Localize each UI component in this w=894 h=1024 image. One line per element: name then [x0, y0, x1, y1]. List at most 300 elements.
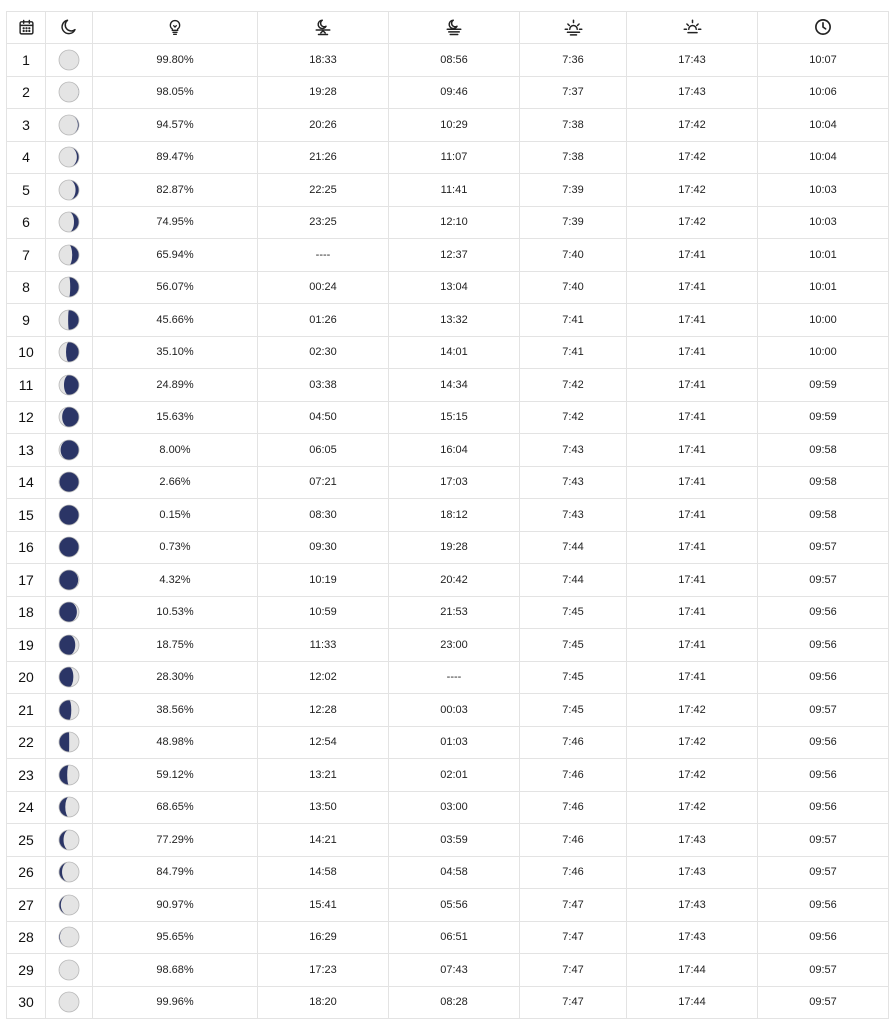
table-row [7, 141, 889, 174]
moonrise-cell: 18:33 [258, 44, 389, 77]
moon-phase-icon [58, 731, 80, 753]
header-row [7, 12, 889, 44]
header-moonrise [258, 12, 389, 44]
sunset-cell: 17:42 [627, 726, 758, 759]
day-length-cell: 09:56 [758, 889, 889, 922]
sunrise-cell: 7:47 [520, 986, 627, 1019]
moon-lit-region [59, 277, 70, 297]
moonrise-cell: 22:25 [258, 174, 389, 207]
illumination-cell: 56.07% [93, 271, 258, 304]
illumination-cell: 77.29% [93, 824, 258, 857]
header-sunrise [520, 12, 627, 44]
day-length-cell: 09:58 [758, 499, 889, 532]
table-row [7, 239, 889, 272]
day-cell: 23 [7, 759, 46, 792]
illumination-cell: 98.68% [93, 954, 258, 987]
moon-lit-region [67, 765, 79, 785]
phase-cell [46, 856, 93, 889]
moonrise-cell: 02:30 [258, 336, 389, 369]
moonset-cell: 11:07 [389, 141, 520, 174]
phase-cell [46, 76, 93, 109]
day-cell: 13 [7, 434, 46, 467]
header-day [7, 12, 46, 44]
phase-cell [46, 434, 93, 467]
moonrise-cell: 23:25 [258, 206, 389, 239]
phase-cell [46, 206, 93, 239]
day-cell: 25 [7, 824, 46, 857]
sunrise-cell: 7:45 [520, 694, 627, 727]
illumination-cell: 98.05% [93, 76, 258, 109]
phase-cell [46, 109, 93, 142]
moon-lit-region [59, 212, 74, 232]
table-row [7, 629, 889, 662]
moon-phase-icon [58, 81, 80, 103]
day-length-cell: 09:56 [758, 661, 889, 694]
sunrise-cell: 7:42 [520, 401, 627, 434]
table-row [7, 44, 889, 77]
header-phase [46, 12, 93, 44]
illumination-cell: 89.47% [93, 141, 258, 174]
moon-phase-icon [58, 504, 80, 526]
table-row [7, 726, 889, 759]
moonset-cell: 05:56 [389, 889, 520, 922]
day-length-cell: 09:56 [758, 629, 889, 662]
phase-cell [46, 141, 93, 174]
day-length-cell: 10:01 [758, 271, 889, 304]
moon-phase-icon [58, 601, 80, 623]
moonrise-cell: 14:21 [258, 824, 389, 857]
moonset-icon [445, 18, 463, 36]
moonset-cell: 06:51 [389, 921, 520, 954]
day-length-cell: 09:59 [758, 401, 889, 434]
moonset-cell: 08:56 [389, 44, 520, 77]
phase-cell [46, 174, 93, 207]
sunrise-cell: 7:43 [520, 434, 627, 467]
day-length-cell: 10:07 [758, 44, 889, 77]
sunset-cell: 17:42 [627, 174, 758, 207]
moon-phase-icon [58, 244, 80, 266]
sunrise-cell: 7:46 [520, 856, 627, 889]
header-illumination [93, 12, 258, 44]
illumination-cell: 15.63% [93, 401, 258, 434]
moonrise-cell: 08:30 [258, 499, 389, 532]
phase-cell [46, 921, 93, 954]
sunset-cell: 17:42 [627, 141, 758, 174]
illumination-cell: 45.66% [93, 304, 258, 337]
day-cell: 17 [7, 564, 46, 597]
sunrise-cell: 7:47 [520, 921, 627, 954]
moonset-cell: 13:04 [389, 271, 520, 304]
table-row [7, 271, 889, 304]
day-length-cell: 10:03 [758, 174, 889, 207]
day-length-cell: 09:56 [758, 759, 889, 792]
illumination-cell: 4.32% [93, 564, 258, 597]
moon-lit-region [69, 732, 79, 752]
moonset-cell: 18:12 [389, 499, 520, 532]
moon-phase-icon [58, 634, 80, 656]
moon-phase-icon [58, 309, 80, 331]
moon-phase-icon [58, 894, 80, 916]
moonset-cell: 14:34 [389, 369, 520, 402]
illumination-cell: 38.56% [93, 694, 258, 727]
sunrise-icon [564, 18, 583, 36]
sunset-cell: 17:43 [627, 76, 758, 109]
sunrise-cell: 7:36 [520, 44, 627, 77]
sunrise-cell: 7:44 [520, 564, 627, 597]
day-cell: 18 [7, 596, 46, 629]
day-length-cell: 10:00 [758, 336, 889, 369]
moon-phase-icon [58, 764, 80, 786]
header-moonset [389, 12, 520, 44]
illumination-cell: 65.94% [93, 239, 258, 272]
moonset-cell: 02:01 [389, 759, 520, 792]
moonrise-cell: 12:28 [258, 694, 389, 727]
moon-phase-icon [58, 341, 80, 363]
phase-cell [46, 954, 93, 987]
sunrise-cell: 7:37 [520, 76, 627, 109]
table-row [7, 206, 889, 239]
sunrise-cell: 7:43 [520, 499, 627, 532]
day-length-cell: 09:58 [758, 434, 889, 467]
moon-phase-icon [58, 926, 80, 948]
moon-phase-icon [58, 829, 80, 851]
moon-phase-icon [58, 536, 80, 558]
day-cell: 5 [7, 174, 46, 207]
sunrise-cell: 7:45 [520, 629, 627, 662]
crescent-moon-icon [60, 18, 78, 36]
day-cell: 21 [7, 694, 46, 727]
moonset-cell: 13:32 [389, 304, 520, 337]
sunrise-cell: 7:44 [520, 531, 627, 564]
sunset-cell: 17:41 [627, 661, 758, 694]
moon-phase-icon [58, 276, 80, 298]
table-row [7, 531, 889, 564]
sunset-cell: 17:41 [627, 466, 758, 499]
moonrise-cell: 12:54 [258, 726, 389, 759]
sunset-cell: 17:44 [627, 986, 758, 1019]
moonrise-cell: 20:26 [258, 109, 389, 142]
moon-lit-region [59, 245, 72, 265]
day-length-cell: 09:57 [758, 564, 889, 597]
table-row [7, 174, 889, 207]
sunset-cell: 17:41 [627, 434, 758, 467]
sunset-cell: 17:41 [627, 499, 758, 532]
moonrise-cell: ---- [258, 239, 389, 272]
day-length-cell: 10:04 [758, 141, 889, 174]
phase-cell [46, 499, 93, 532]
moonset-cell: 09:46 [389, 76, 520, 109]
sunrise-cell: 7:39 [520, 174, 627, 207]
sunset-cell: 17:41 [627, 369, 758, 402]
sunset-cell: 17:42 [627, 694, 758, 727]
sunrise-cell: 7:41 [520, 336, 627, 369]
moonrise-cell: 10:59 [258, 596, 389, 629]
table-row [7, 694, 889, 727]
day-cell: 2 [7, 76, 46, 109]
sunset-cell: 17:41 [627, 239, 758, 272]
sunset-cell: 17:42 [627, 109, 758, 142]
moonset-cell: 03:59 [389, 824, 520, 857]
day-cell: 26 [7, 856, 46, 889]
table-row [7, 986, 889, 1019]
phase-cell [46, 369, 93, 402]
phase-cell [46, 986, 93, 1019]
sunset-cell: 17:43 [627, 824, 758, 857]
table-row [7, 369, 889, 402]
sunset-cell: 17:42 [627, 759, 758, 792]
moonset-cell: 20:42 [389, 564, 520, 597]
sunset-cell: 17:41 [627, 629, 758, 662]
moonset-cell: 01:03 [389, 726, 520, 759]
illumination-cell: 2.66% [93, 466, 258, 499]
table-row [7, 336, 889, 369]
moonrise-cell: 21:26 [258, 141, 389, 174]
moon-phase-icon [58, 439, 80, 461]
sunset-cell: 17:41 [627, 564, 758, 597]
table-row [7, 466, 889, 499]
calendar-icon [18, 19, 35, 36]
table-row [7, 954, 889, 987]
sunrise-cell: 7:47 [520, 954, 627, 987]
illumination-cell: 8.00% [93, 434, 258, 467]
sunrise-cell: 7:40 [520, 271, 627, 304]
moonrise-cell: 03:38 [258, 369, 389, 402]
illumination-cell: 90.97% [93, 889, 258, 922]
moonset-cell: ---- [389, 661, 520, 694]
day-length-cell: 09:57 [758, 954, 889, 987]
sunset-icon [683, 18, 702, 36]
table-row [7, 889, 889, 922]
moon-phase-icon [58, 699, 80, 721]
sunrise-cell: 7:39 [520, 206, 627, 239]
day-length-cell: 09:57 [758, 824, 889, 857]
phase-cell [46, 336, 93, 369]
table-row [7, 759, 889, 792]
moonrise-cell: 19:28 [258, 76, 389, 109]
sunset-cell: 17:42 [627, 791, 758, 824]
day-cell: 27 [7, 889, 46, 922]
sunset-cell: 17:41 [627, 596, 758, 629]
day-cell: 9 [7, 304, 46, 337]
day-cell: 8 [7, 271, 46, 304]
phase-cell [46, 596, 93, 629]
day-length-cell: 10:03 [758, 206, 889, 239]
illumination-cell: 84.79% [93, 856, 258, 889]
phase-cell [46, 694, 93, 727]
moon-lit-region [59, 310, 69, 330]
day-cell: 15 [7, 499, 46, 532]
day-length-cell: 09:57 [758, 986, 889, 1019]
day-cell: 22 [7, 726, 46, 759]
sunrise-cell: 7:45 [520, 596, 627, 629]
day-cell: 11 [7, 369, 46, 402]
illumination-cell: 95.65% [93, 921, 258, 954]
phase-cell [46, 401, 93, 434]
sunset-cell: 17:42 [627, 206, 758, 239]
table-row [7, 304, 889, 337]
moon-phase-icon [58, 49, 80, 71]
moon-phase-icon [58, 179, 80, 201]
sunrise-cell: 7:45 [520, 661, 627, 694]
table-row [7, 596, 889, 629]
day-cell: 29 [7, 954, 46, 987]
illumination-cell: 48.98% [93, 726, 258, 759]
phase-cell [46, 661, 93, 694]
day-cell: 16 [7, 531, 46, 564]
sunrise-cell: 7:38 [520, 141, 627, 174]
day-length-cell: 09:59 [758, 369, 889, 402]
sunrise-cell: 7:40 [520, 239, 627, 272]
illumination-cell: 35.10% [93, 336, 258, 369]
moonrise-cell: 00:24 [258, 271, 389, 304]
sunrise-cell: 7:41 [520, 304, 627, 337]
table-row [7, 824, 889, 857]
day-cell: 7 [7, 239, 46, 272]
table-row [7, 661, 889, 694]
day-length-cell: 10:00 [758, 304, 889, 337]
moonrise-cell: 04:50 [258, 401, 389, 434]
day-length-cell: 09:57 [758, 856, 889, 889]
moonset-cell: 00:03 [389, 694, 520, 727]
moonrise-cell: 16:29 [258, 921, 389, 954]
moon-phase-icon [58, 796, 80, 818]
table-row [7, 921, 889, 954]
moon-phase-icon [58, 471, 80, 493]
phase-cell [46, 824, 93, 857]
moonrise-cell: 12:02 [258, 661, 389, 694]
moonset-cell: 23:00 [389, 629, 520, 662]
table-row [7, 434, 889, 467]
day-length-cell: 09:57 [758, 531, 889, 564]
moonset-cell: 21:53 [389, 596, 520, 629]
day-length-cell: 09:57 [758, 694, 889, 727]
illumination-cell: 0.73% [93, 531, 258, 564]
sunrise-cell: 7:46 [520, 791, 627, 824]
lightbulb-icon [167, 18, 183, 36]
moonrise-cell: 15:41 [258, 889, 389, 922]
table-row [7, 856, 889, 889]
phase-cell [46, 629, 93, 662]
phase-cell [46, 239, 93, 272]
table-row [7, 791, 889, 824]
moon-phase-icon [58, 991, 80, 1013]
phase-cell [46, 531, 93, 564]
day-length-cell: 10:04 [758, 109, 889, 142]
moonrise-icon [314, 18, 332, 36]
sunset-cell: 17:41 [627, 401, 758, 434]
day-cell: 1 [7, 44, 46, 77]
moon-phase-icon [58, 666, 80, 688]
moon-phase-icon [58, 406, 80, 428]
moonrise-cell: 13:50 [258, 791, 389, 824]
moonset-cell: 17:03 [389, 466, 520, 499]
day-length-cell: 10:06 [758, 76, 889, 109]
day-cell: 24 [7, 791, 46, 824]
sunrise-cell: 7:46 [520, 726, 627, 759]
table-row [7, 401, 889, 434]
illumination-cell: 94.57% [93, 109, 258, 142]
moon-phase-icon [58, 861, 80, 883]
moonset-cell: 04:58 [389, 856, 520, 889]
moonrise-cell: 06:05 [258, 434, 389, 467]
day-cell: 20 [7, 661, 46, 694]
phase-cell [46, 44, 93, 77]
illumination-cell: 99.96% [93, 986, 258, 1019]
sunrise-cell: 7:47 [520, 889, 627, 922]
illumination-cell: 99.80% [93, 44, 258, 77]
illumination-cell: 10.53% [93, 596, 258, 629]
day-length-cell: 09:56 [758, 596, 889, 629]
day-length-cell: 09:56 [758, 791, 889, 824]
moonset-cell: 16:04 [389, 434, 520, 467]
moonset-cell: 08:28 [389, 986, 520, 1019]
moonrise-cell: 01:26 [258, 304, 389, 337]
sunset-cell: 17:43 [627, 856, 758, 889]
moon-lit-region [65, 797, 79, 817]
sunrise-cell: 7:43 [520, 466, 627, 499]
day-length-cell: 09:56 [758, 921, 889, 954]
moon-phase-icon [58, 211, 80, 233]
phase-cell [46, 466, 93, 499]
moon-phase-icon [58, 569, 80, 591]
phase-cell [46, 271, 93, 304]
phase-cell [46, 726, 93, 759]
phase-cell [46, 564, 93, 597]
sunset-cell: 17:44 [627, 954, 758, 987]
moonset-cell: 07:43 [389, 954, 520, 987]
day-cell: 12 [7, 401, 46, 434]
moonset-cell: 11:41 [389, 174, 520, 207]
sunrise-cell: 7:46 [520, 759, 627, 792]
sunset-cell: 17:43 [627, 921, 758, 954]
phase-cell [46, 759, 93, 792]
day-length-cell: 09:58 [758, 466, 889, 499]
sunset-cell: 17:41 [627, 336, 758, 369]
moonrise-cell: 11:33 [258, 629, 389, 662]
sunrise-cell: 7:46 [520, 824, 627, 857]
header-day-length [758, 12, 889, 44]
day-cell: 19 [7, 629, 46, 662]
moonrise-cell: 09:30 [258, 531, 389, 564]
illumination-cell: 82.87% [93, 174, 258, 207]
phase-cell [46, 889, 93, 922]
moonrise-cell: 10:19 [258, 564, 389, 597]
sunset-cell: 17:43 [627, 889, 758, 922]
day-length-cell: 10:01 [758, 239, 889, 272]
sunrise-cell: 7:38 [520, 109, 627, 142]
table-row [7, 564, 889, 597]
table-row [7, 109, 889, 142]
moonset-cell: 10:29 [389, 109, 520, 142]
moon-phase-table [6, 11, 889, 1019]
illumination-cell: 0.15% [93, 499, 258, 532]
table-row [7, 76, 889, 109]
header-sunset [627, 12, 758, 44]
moonrise-cell: 17:23 [258, 954, 389, 987]
day-cell: 6 [7, 206, 46, 239]
sunrise-cell: 7:42 [520, 369, 627, 402]
moon-calendar [6, 11, 888, 1019]
moonset-cell: 12:37 [389, 239, 520, 272]
moon-phase-icon [58, 374, 80, 396]
moonset-cell: 15:15 [389, 401, 520, 434]
moonset-cell: 19:28 [389, 531, 520, 564]
phase-cell [46, 304, 93, 337]
illumination-cell: 28.30% [93, 661, 258, 694]
illumination-cell: 68.65% [93, 791, 258, 824]
day-cell: 10 [7, 336, 46, 369]
day-cell: 3 [7, 109, 46, 142]
